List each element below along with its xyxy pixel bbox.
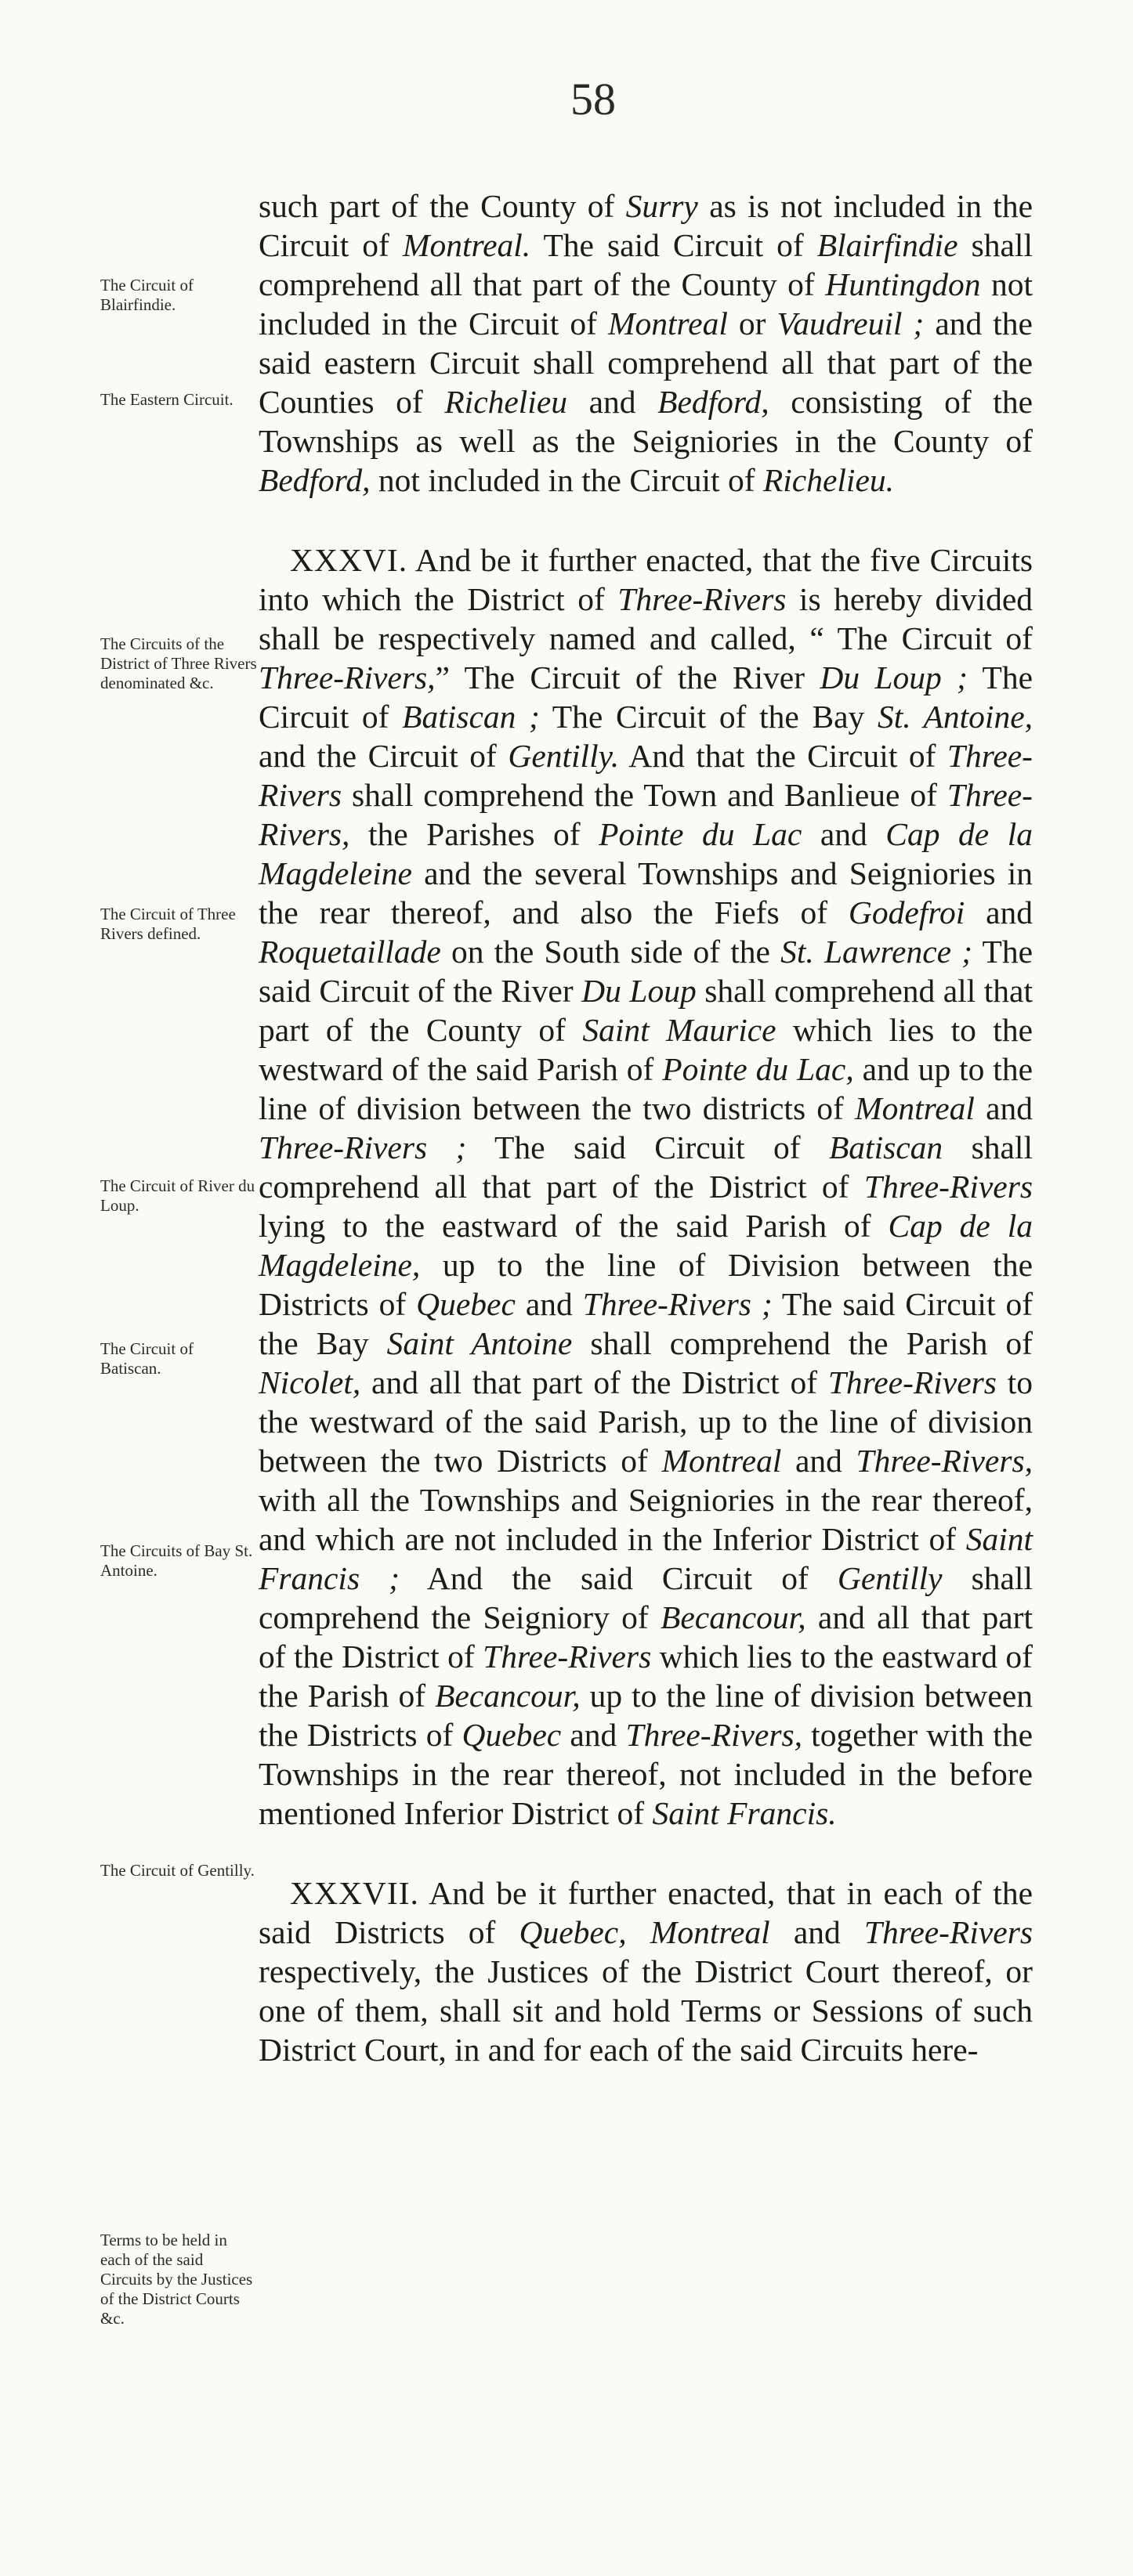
italic-text: Gentilly — [837, 1560, 943, 1596]
italic-text: Cap de la Magdeleine, — [259, 1208, 1033, 1283]
text-run: and — [567, 384, 658, 420]
text-run: and — [561, 1717, 626, 1753]
text-run: the Parishes of — [349, 816, 599, 852]
text-run: The said Circuit of — [466, 1129, 829, 1165]
paragraph — [259, 1873, 1033, 2069]
italic-text: Godefroi — [848, 894, 965, 930]
italic-text: Saint Francis ; — [259, 1521, 1033, 1596]
italic-text: Richelieu. — [762, 462, 894, 498]
italic-text: Pointe du Lac — [599, 816, 802, 852]
margin-note: The Eastern Circuit. — [100, 390, 233, 409]
text-run: and — [515, 1286, 583, 1322]
italic-text: Three-Rivers — [827, 1364, 997, 1400]
italic-text: Montreal — [607, 305, 728, 341]
text-run: respectively, the Justices of the District Court thereof, or one of them, shall sit and hold Terms or Sessions of such District Court, in and for each of the said Circuits here- — [259, 1953, 1033, 2068]
text-run: to the westward of the said Parish, up to the line of division between the two Districts of — [259, 1364, 1033, 1479]
italic-text: Pointe du Lac, — [662, 1051, 854, 1087]
text-run: shall comprehend all that part of the County of — [259, 973, 1033, 1048]
italic-text: Saint Antoine — [386, 1325, 573, 1361]
margin-note: The Circuit of Blairfindie. — [100, 276, 194, 314]
text-run: XXXVII. — [290, 1875, 419, 1911]
text-run: ” The Circuit of the River — [435, 659, 820, 695]
text-run: And be it further enacted, that in each of the said Districts of — [259, 1875, 1033, 1950]
text-run: and — [802, 816, 886, 852]
margin-note: The Circuit of Batiscan. — [100, 1339, 194, 1378]
italic-text: Three-Rivers — [863, 1914, 1033, 1950]
text-run: is hereby divided shall be respectively named and called, “ The Circuit of — [259, 581, 1033, 656]
text-run: not included in the Circuit of — [259, 266, 1033, 341]
italic-text: Quebec — [416, 1286, 516, 1322]
italic-text: Three-Rivers, — [259, 777, 1033, 852]
italic-text: Saint Francis. — [652, 1795, 837, 1831]
italic-text: Three-Rivers ; — [259, 1129, 467, 1165]
italic-text: Batiscan — [828, 1129, 943, 1165]
margin-note: The Circuit of River du Loup. — [100, 1176, 255, 1215]
italic-text: Montreal — [661, 1443, 782, 1479]
text-run: The Circuit of — [259, 659, 1033, 735]
italic-text: Three-Rivers, — [625, 1717, 802, 1753]
italic-text: Three-Rivers — [617, 581, 787, 617]
text-run: with all the Townships and Seigniories in the rear thereof, and which are not included in the Inferior District of — [259, 1482, 1033, 1557]
italic-text: St. Antoine, — [877, 699, 1033, 735]
italic-text: Becancour, — [661, 1599, 806, 1635]
text-run: The said Circuit of the River — [259, 934, 1033, 1009]
text-run: up to the line of Division between the Districts of — [259, 1247, 1033, 1322]
italic-text: Montreal. — [402, 227, 531, 263]
italic-text: Three-Rivers, — [856, 1443, 1033, 1479]
margin-note: The Circuits of the District of Three Rivers denominated &c. — [100, 634, 257, 692]
text-run: such part of the County of — [259, 188, 626, 224]
paragraph — [259, 540, 1033, 1833]
italic-text: Three-Rivers, — [259, 659, 436, 695]
paragraph — [259, 186, 1033, 500]
text-run: shall comprehend the Town and Banlieue of — [342, 777, 947, 813]
italic-text: Quebec, Montreal — [519, 1914, 770, 1950]
text-run: which lies to the eastward of the Parish of — [259, 1638, 1033, 1714]
text-run: And be it further enacted, that the five Circuits into which the District of — [259, 542, 1033, 617]
margin-note: The Circuits of Bay St. Antoine. — [100, 1541, 253, 1580]
text-run: and the several Townships and Seigniories in the rear thereof, and also the Fiefs of — [259, 855, 1033, 930]
italic-text: Three-Rivers — [863, 1169, 1033, 1205]
text-run: lying to the eastward of the said Parish of — [259, 1208, 889, 1244]
text-run: and up to the line of division between the two districts of — [259, 1051, 1033, 1126]
text-run: The Circuit of the Bay — [539, 699, 878, 735]
italic-text: Blairfindie — [816, 227, 958, 263]
italic-text: Surry — [625, 188, 698, 224]
margin-note: The Circuit of Gentilly. — [100, 1861, 255, 1880]
page-number: 58 — [570, 74, 616, 125]
text-run: as is not included in the Circuit of — [259, 188, 1033, 263]
italic-text: Three-Rivers ; — [582, 1286, 773, 1322]
text-run: up to the line of division between the Districts of — [259, 1678, 1033, 1753]
italic-text: Cap de la Magdeleine — [259, 816, 1033, 891]
text-run: and — [781, 1443, 856, 1479]
italic-text: Huntingdon — [825, 266, 981, 302]
italic-text: Montreal — [855, 1090, 975, 1126]
text-run: on the South side of the — [440, 934, 781, 970]
text-run: The said Circuit of the Bay — [259, 1286, 1033, 1361]
italic-text: Vaudreuil ; — [776, 305, 925, 341]
text-run: shall comprehend all that part of the District of — [259, 1129, 1033, 1205]
text-run: consisting of the Townships as well as the Seigniories in the County of — [259, 384, 1033, 459]
text-run: and the Circuit of — [259, 738, 509, 774]
text-run: shall comprehend the Parish of — [572, 1325, 1033, 1361]
text-run: which lies to the westward of the said Parish of — [259, 1012, 1033, 1087]
text-run: and — [974, 1090, 1033, 1126]
text-run: not included in the Circuit of — [370, 462, 763, 498]
italic-text: Bedford, — [259, 462, 371, 498]
italic-text: Richelieu — [444, 384, 568, 420]
italic-text: Du Loup ; — [820, 659, 968, 695]
italic-text: Batiscan ; — [402, 699, 540, 735]
text-run: shall comprehend the Seigniory of — [259, 1560, 1033, 1635]
text-run: and — [769, 1914, 864, 1950]
body-text — [259, 186, 1033, 2069]
italic-text: Becancour, — [435, 1678, 581, 1714]
text-run: and the said eastern Circuit shall comprehend all that part of the Counties of — [259, 305, 1033, 420]
italic-text: St. Lawrence ; — [780, 934, 973, 970]
italic-text: Du Loup — [581, 973, 697, 1009]
italic-text: Nicolet, — [259, 1364, 361, 1400]
margin-note: The Circuit of Three Rivers defined. — [100, 905, 236, 943]
text-run: and all that part of the District of — [360, 1364, 828, 1400]
text-run: or — [727, 305, 777, 341]
italic-text: Gentilly. — [508, 738, 620, 774]
text-run: together with the Townships in the rear thereof, not included in the before mentioned Inferior District of — [259, 1717, 1033, 1831]
text-run: and all that part of the District of — [259, 1599, 1033, 1675]
text-run: and — [965, 894, 1033, 930]
margin-note: Terms to be held in each of the said Circuits by the Justices of the District Courts &c. — [100, 2231, 253, 2328]
text-run: XXXVI. — [290, 542, 408, 578]
italic-text: Saint Maurice — [582, 1012, 776, 1048]
italic-text: Three-Rivers — [259, 738, 1033, 813]
italic-text: Bedford, — [657, 384, 769, 420]
text-run: And that the Circuit of — [619, 738, 947, 774]
italic-text: Three-Rivers — [483, 1638, 652, 1675]
text-run: And the said Circuit of — [399, 1560, 838, 1596]
italic-text: Roquetaillade — [259, 934, 441, 970]
italic-text: Quebec — [462, 1717, 562, 1753]
text-run: The said Circuit of — [530, 227, 817, 263]
text-run: shall comprehend all that part of the County of — [259, 227, 1033, 302]
